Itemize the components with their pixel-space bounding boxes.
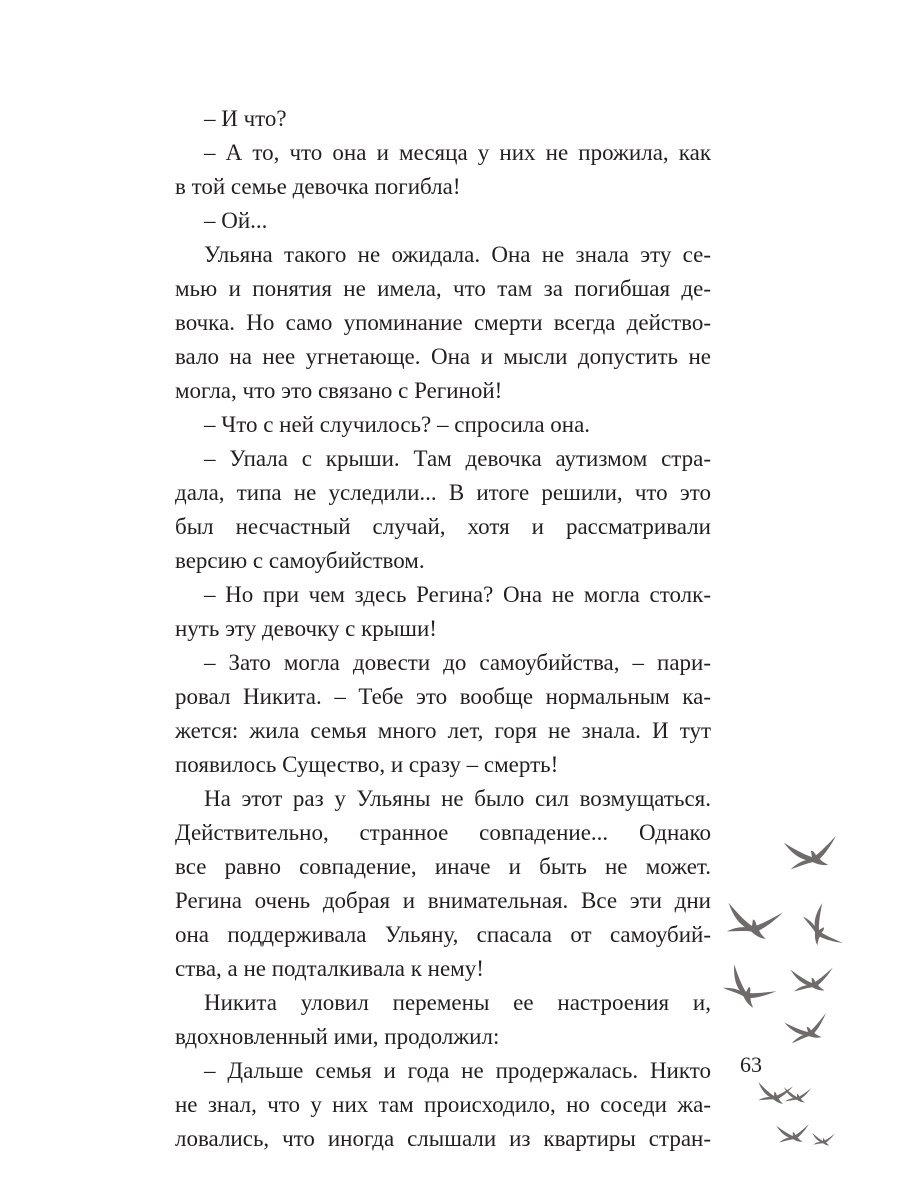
text-line: был несчастный случай, хотя и рассматривали bbox=[175, 514, 711, 539]
text-line: вочка. Но само упоминание смерти всегда действо- bbox=[175, 310, 711, 335]
text-line: – Зато могла довести до самоубийства, – пари- bbox=[204, 650, 711, 675]
text-line: – Дальше семья и года не продержалась. Никто bbox=[204, 1058, 711, 1083]
text-line: Никита уловил перемены ее настроения и, bbox=[204, 990, 711, 1015]
text-line: могла, что это связано с Региной! bbox=[175, 378, 503, 403]
body-text bbox=[175, 102, 711, 1156]
text-line: – Но при чем здесь Регина? Она не могла столк- bbox=[204, 582, 711, 607]
text-line: – Ой... bbox=[204, 208, 268, 233]
text-line: версию с самоубийством. bbox=[175, 548, 425, 573]
text-line: Действительно, странное совпадение... Однако bbox=[175, 820, 711, 845]
text-line: вало на нее угнетающе. Она и мысли допустить не bbox=[175, 344, 711, 369]
text-line: в той семье девочка погибла! bbox=[175, 174, 461, 199]
text-line: дала, типа не уследили... В итоге решили, что это bbox=[175, 480, 711, 505]
text-line: она поддерживала Ульяну, спасала от самоубий- bbox=[175, 922, 711, 947]
text-line: – И что? bbox=[204, 106, 287, 131]
text-line: ровал Никита. – Тебе это вообще нормальным ка- bbox=[175, 684, 711, 709]
bird-silhouette-icon bbox=[720, 964, 777, 1013]
bird-silhouette-icon bbox=[784, 834, 841, 872]
text-line: – Упала с крыши. Там девочка аутизмом стра- bbox=[204, 446, 711, 471]
bird-silhouette-icon bbox=[776, 1123, 810, 1144]
bird-silhouette-icon bbox=[800, 903, 844, 955]
page-number: 63 bbox=[740, 1052, 762, 1077]
text-line: ловались, что иногда слышали из квартиры стран- bbox=[175, 1126, 711, 1151]
bird-silhouette-icon bbox=[812, 1133, 835, 1146]
text-line: жется: жила семья много лет, горя не знала. И тут bbox=[175, 718, 711, 743]
bird-silhouette-icon bbox=[757, 1082, 794, 1105]
text-line: Ульяна такого не ожидала. Она не знала эту се- bbox=[204, 242, 711, 267]
text-line: ства, а не подталкивала к нему! bbox=[175, 956, 484, 981]
text-line: мью и понятия не имела, что там за погибшая де- bbox=[175, 276, 711, 301]
text-line: нуть эту девочку с крыши! bbox=[175, 616, 437, 641]
bird-silhouette-icon bbox=[784, 1087, 812, 1102]
text-line: появилось Существо, и сразу – смерть! bbox=[175, 752, 559, 777]
text-line: вдохновленный ими, продолжил: bbox=[175, 1024, 500, 1049]
bird-silhouette-icon bbox=[790, 966, 834, 993]
text-line: не знал, что у них там происходило, но соседи жа- bbox=[175, 1092, 711, 1117]
text-line: – А то, что она и месяца у них не прожила, как bbox=[204, 140, 711, 165]
bird-silhouette-icon bbox=[784, 1012, 831, 1046]
bird-silhouette-icon bbox=[724, 903, 783, 941]
text-line: – Что с ней случилось? – спросила она. bbox=[204, 412, 591, 437]
text-line: На этот раз у Ульяны не было сил возмущаться. bbox=[204, 786, 711, 811]
text-line: все равно совпадение, иначе и быть не может. bbox=[175, 854, 711, 879]
text-line: Регина очень добрая и внимательная. Все эти дни bbox=[175, 888, 711, 913]
